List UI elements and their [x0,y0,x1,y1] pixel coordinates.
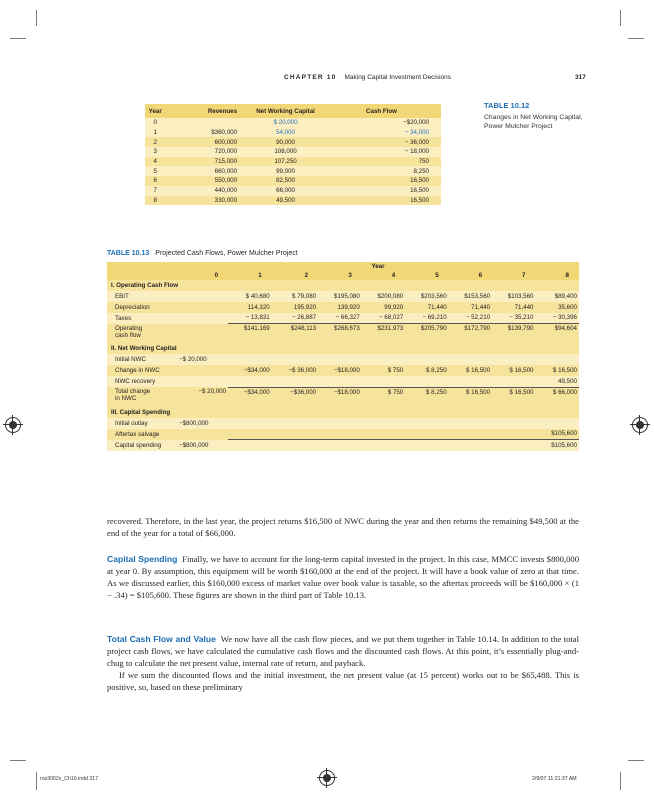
cell: 16,500 [334,176,441,186]
table-row [107,418,579,429]
crop-mark [10,760,26,761]
row-label-text: Initial outlay [115,419,148,427]
cell [272,418,318,429]
row-label [107,291,179,302]
cell: $ 16,500 [492,387,535,407]
page-number: 317 [575,74,586,81]
cell [179,302,228,313]
cell: $ 16,500 [492,365,535,376]
cell: 49,500 [536,376,580,387]
cell: 1 [153,129,157,137]
body-text [107,554,579,602]
year-column-header: 7 [492,271,535,280]
cell: $268,673 [318,324,362,344]
cell: 16,500 [334,196,441,206]
cell: 720,000 [214,148,238,156]
cell: $105,600 [536,429,580,440]
cell [362,429,405,440]
cell: $139,790 [492,324,535,344]
cell: 66,000 [276,187,295,195]
cell: 71,440 [492,302,535,313]
cell: − 30,396 [536,313,580,324]
cell [165,118,237,128]
cell: 750 [334,157,441,167]
cell: −$18,000 [318,365,362,376]
cell: 99,000 [276,167,295,175]
row-label [107,302,179,313]
cell: 6 [145,176,165,186]
cell: 16,500 [410,187,429,195]
cell: 49,500 [237,196,334,206]
cell: $ 8,250 [405,387,448,407]
cell: $ 20,000 [273,119,298,127]
column-header: Net Working Capital [237,104,334,118]
row-label-text: Total change [115,388,151,396]
cell [179,365,228,376]
cell: $ 16,500 [449,387,492,407]
registration-mark-icon [5,417,21,433]
cell: $105,600 [551,442,577,450]
table-caption-title: TABLE 10.13 [107,250,150,257]
row-label [107,418,179,429]
cell: $94,604 [536,324,580,344]
cell: $153,560 [464,292,491,300]
year-column-header: 1 [228,271,272,280]
cell: − 52,210 [449,313,492,324]
cell: $200,080 [377,292,404,300]
cell: $231,973 [362,324,405,344]
cell [272,429,318,440]
year-label: Year [179,262,579,271]
section-heading: Capital Spending [107,554,178,564]
crop-mark [620,772,621,790]
cell: 108,000 [274,148,297,156]
cell [536,418,580,429]
cell [536,354,580,365]
table-caption-text: Projected Cash Flows, Power Mulcher Project [155,250,298,257]
cell [228,440,272,451]
body-text [107,634,579,694]
year-column-header: 2 [272,271,318,280]
cell: −$800,000 [179,442,209,450]
cell: 139,920 [318,302,362,313]
cell [405,354,448,365]
cell: − 66,327 [318,313,362,324]
file-slug: ros3062x_Ch10.indd 317 [40,776,98,782]
crop-mark [628,760,644,761]
cell [405,429,448,440]
cell: 5 [153,167,157,175]
year-column-header: 5 [405,271,448,280]
row-label-text: Initial NWC [115,356,146,364]
table-10-13 [107,262,579,451]
row-label [107,354,179,365]
section-heading: I. Operating Cash Flow [107,280,579,291]
cell: 3 [153,148,157,156]
row-label-text: EBIT [115,292,129,300]
cell [405,418,448,429]
cell: 8 [145,196,165,206]
table-row [145,186,441,196]
cell: − 18,000 [404,148,429,156]
cell [449,376,492,387]
running-header [284,74,451,81]
cell: 35,600 [536,302,580,313]
table-row [145,118,441,128]
table-row [107,429,579,440]
cell: $248,113 [272,324,318,344]
cell [318,440,362,451]
column-header: Revenues [165,104,237,118]
cell: 2 [145,137,165,147]
cell: $172,790 [449,324,492,344]
cell [492,418,535,429]
cell: 114,320 [228,302,272,313]
cell: 715,000 [165,157,237,167]
table-row [145,157,441,167]
cell: − 69,210 [405,313,448,324]
table-row [107,313,579,324]
cell: $ 40,680 [245,292,270,300]
cell [179,429,228,440]
cell: − 34,000 [404,129,429,137]
cell: −$ 36,000 [272,365,318,376]
cell: 440,000 [214,187,238,195]
row-label [107,313,179,324]
registration-mark-icon [632,417,648,433]
cell: 0 [153,119,157,127]
cell [449,440,492,451]
cell: − 26,887 [272,313,318,324]
cell [228,354,272,365]
cell [272,376,318,387]
crop-mark [620,10,621,26]
cell [449,418,492,429]
paragraph [107,634,579,670]
paragraph: If we sum the discounted flows and the initial investment, the net present value (at 15 percent) works out to be $65,488. This is positive, so, based on these preliminary [107,669,579,692]
cell [492,354,535,365]
cell [449,429,492,440]
cell: $ 79,080 [292,292,317,300]
cell [318,429,362,440]
paragraph-text: We now have all the cash flow pieces, and we put them together in Table 10.14. In addition to the total project cash flows, we have calculated the cumulative cash flows and the discounted cash flows. At this point, it’s essentially plug-and-chug to calculate the net present value, internal rate of return, and payback. [107,634,579,668]
cell: $205,790 [405,324,448,344]
row-label-text: Taxes [115,314,132,322]
row-label [107,429,179,440]
cell [179,376,228,387]
cell [318,376,362,387]
row-label-text: Depreciation [115,303,150,311]
row-label-text: Operating [115,324,143,332]
cell: 550,000 [165,176,237,186]
cell: 71,440 [405,302,448,313]
row-label-text: cash flow [115,331,141,339]
table-row [107,376,579,387]
cell [362,354,405,365]
section-heading: II. Net Working Capital [107,343,579,354]
cell: 195,920 [272,302,318,313]
cell: $ 8,250 [405,365,448,376]
table-row [145,176,441,186]
print-timestamp: 2/9/07 11:21:37 AM [532,776,577,782]
cell: 600,000 [165,137,237,147]
table-row [107,291,579,302]
row-label-text: Capital spending [115,442,162,450]
table-caption-text: Changes in Net Working Capital, Power Mulcher Project [484,114,583,131]
chapter-label: CHAPTER 10 [284,74,337,81]
cell: $ 750 [362,387,405,407]
table-10-13-caption [107,250,298,257]
cell: − 68,027 [362,313,405,324]
cell: $ 750 [362,365,405,376]
cell: $ 16,500 [536,365,580,376]
table-row [107,387,579,407]
cell: $141,169 [228,324,272,344]
cell: − 35,210 [492,313,535,324]
cell: 8,250 [413,167,429,175]
cell [179,291,228,302]
cell: −$34,000 [228,387,272,407]
cell [318,418,362,429]
table-row [107,440,579,451]
table-row [145,166,441,176]
cell: 7 [153,187,157,195]
cell: 82,500 [237,176,334,186]
cell: $ 16,500 [449,365,492,376]
row-label-text: NWC recovery [115,378,156,386]
cell: $89,400 [554,292,577,300]
year-column-header: 6 [449,271,492,280]
column-header: Cash Flow [334,104,441,118]
year-column-header: 4 [362,271,405,280]
cell: −$34,000 [228,365,272,376]
cell: 660,000 [214,167,238,175]
paragraph: recovered. Therefore, in the last year, the project returns $16,500 of NWC during the year and then returns the remaining $49,500 at the end of the year for a total of $66,000. [107,516,579,538]
cell [405,440,448,451]
cell [228,429,272,440]
cell: 71,440 [449,302,492,313]
table-10-12 [145,104,441,205]
cell: −$800,000 [179,419,209,427]
row-label [107,440,179,451]
cell: $360,000 [211,129,238,137]
cell [492,429,535,440]
cell [228,418,272,429]
row-label [107,376,179,387]
cell: −$18,000 [318,387,362,407]
cell [405,376,448,387]
row-label-text: Aftertax salvage [115,430,160,438]
table-row [145,147,441,157]
table-row [107,302,579,313]
cell: 99,920 [362,302,405,313]
row-label [107,324,179,344]
cell: −$ 20,000 [179,387,228,407]
cell [492,376,535,387]
cell: −$ 20,000 [179,356,207,364]
column-header: Year [145,104,165,118]
cell: $103,560 [507,292,534,300]
paragraph-text: Finally, we have to account for the long-term capital invested in the project. In this case, MMCC invests $800,000 at year 0. By assumption, this equipment will be worth $160,000 at the end of the project. It will have a book value of zero at that time. As we discussed earlier, this $160,000 excess of market value over book value is taxable, so the aftertax proceeds will be $160,000 × (1 − .34) = $105,600. These figures are shown in the third part of Table 10.13. [107,554,579,600]
table-10-12-caption [484,101,594,132]
table-row [107,354,579,365]
cell: − 36,000 [334,137,441,147]
crop-mark [36,772,37,790]
cell: −$36,000 [272,387,318,407]
cell [272,440,318,451]
row-label-text: in NWC [115,395,137,403]
row-label [107,365,179,376]
year-column-header: 8 [536,271,580,280]
year-column-header: 0 [179,271,228,280]
cell [449,354,492,365]
crop-mark [10,38,26,39]
crop-mark [36,10,37,26]
cell [492,440,535,451]
cell [318,354,362,365]
table-row [107,365,579,376]
table-row [145,137,441,147]
cell: 330,000 [165,196,237,206]
cell [272,354,318,365]
row-label-text: Change in NWC [115,367,160,375]
chapter-title: Making Capital Investment Decisions [344,74,452,81]
cell [179,313,228,324]
cell [228,376,272,387]
table-row [107,324,579,344]
row-label [107,387,179,407]
section-heading: Total Cash Flow and Value [107,634,216,644]
table-caption-title: TABLE 10.12 [484,101,530,110]
cell [362,440,405,451]
paragraph [107,554,579,602]
cell: 90,000 [237,137,334,147]
cell: 107,250 [237,157,334,167]
cell: $195,080 [334,292,360,300]
table-row [145,128,441,138]
table-row [145,196,441,206]
cell: $ 66,000 [536,387,580,407]
cell: $203,560 [420,292,447,300]
cell: − 13,831 [228,313,272,324]
section-heading: III. Capital Spending [107,407,579,418]
cell [362,418,405,429]
cell [179,324,228,344]
cell [362,376,405,387]
crop-mark [628,38,644,39]
body-text [107,516,579,540]
cell: 4 [145,157,165,167]
registration-mark-icon [319,770,335,786]
cell: −$20,000 [403,119,429,127]
cell: 54,000 [276,129,295,137]
year-column-header: 3 [318,271,362,280]
